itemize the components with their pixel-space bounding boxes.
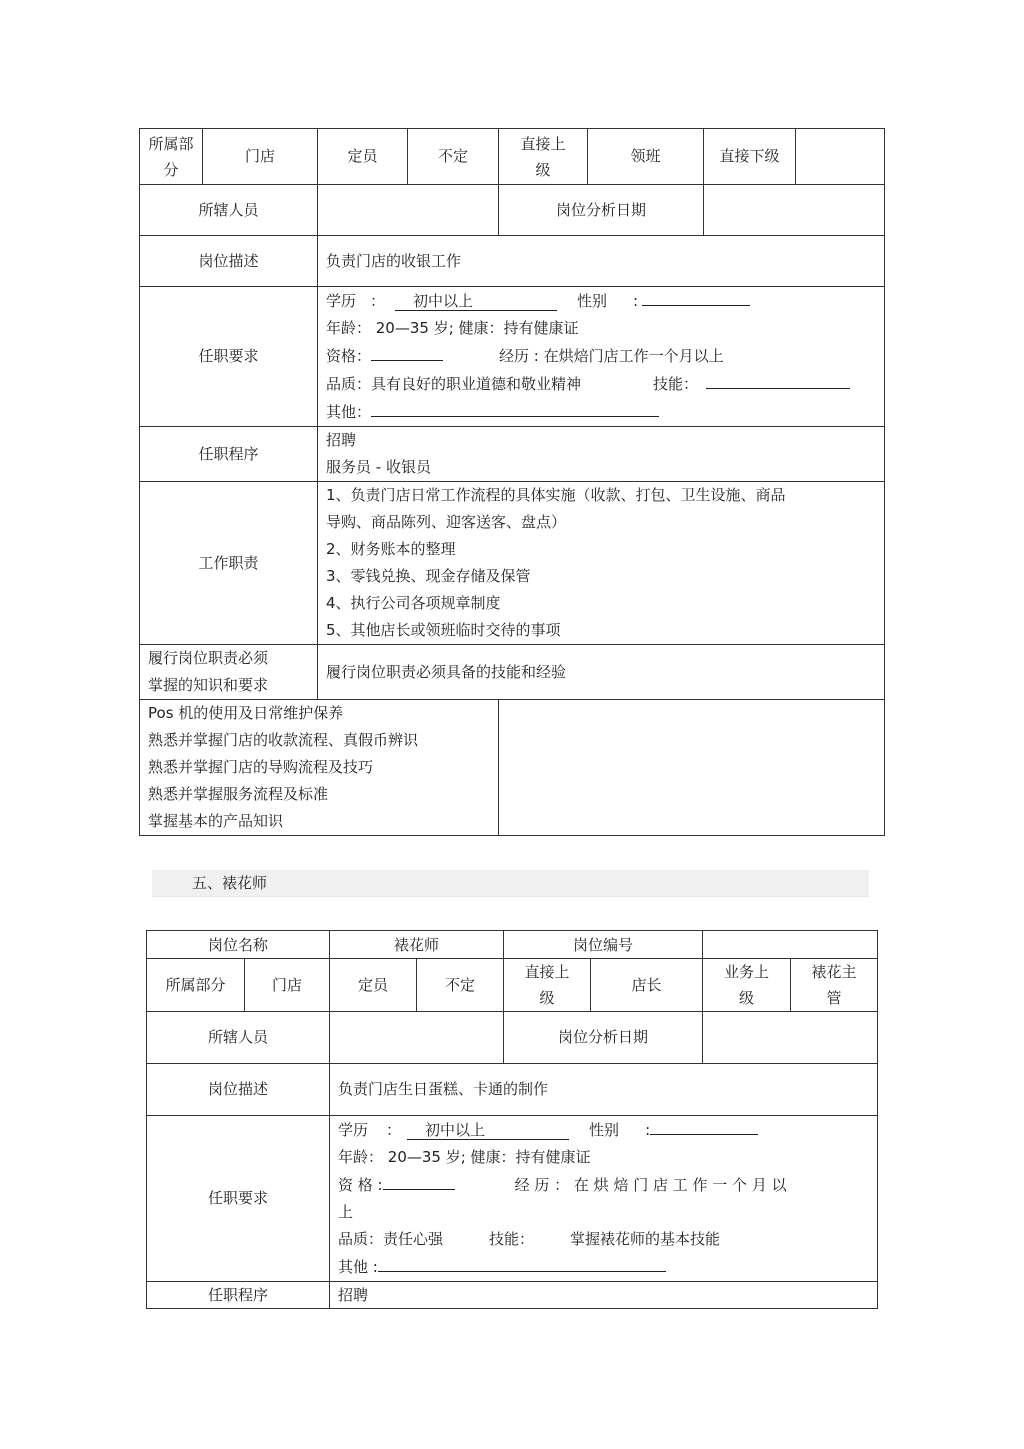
subordinate-value <box>796 129 885 185</box>
procedure-value: 招聘 服务员 - 收银员 <box>318 427 885 482</box>
duty-item: 2、财务账本的整理 <box>326 540 456 558</box>
analysis-date-label: 岗位分析日期 <box>504 1012 703 1064</box>
superior-label: 直接上级 <box>499 129 588 185</box>
dept-label: 所属部分 <box>147 959 245 1012</box>
dept-value: 门店 <box>203 129 318 185</box>
quality-line: 品质：责任心强 技能： 掌握裱花师的基本技能 <box>338 1230 721 1248</box>
superior-value: 店长 <box>591 959 703 1012</box>
subordinate-label: 直接下级 <box>704 129 796 185</box>
staff-label: 所辖人员 <box>147 1012 330 1064</box>
knowledge-list <box>140 700 499 836</box>
job-table-cashier <box>139 128 885 836</box>
dept-label: 所属部分 <box>140 129 203 185</box>
position-code-label: 岗位编号 <box>504 931 703 959</box>
position-code-value <box>703 931 878 959</box>
dept-value: 门店 <box>245 959 330 1012</box>
knowledge-extra <box>499 700 885 836</box>
qualification-line: 资格： 经历 : 在烘焙门店工作一个月以上 <box>326 342 876 370</box>
staff-value <box>318 185 499 236</box>
superior-label: 直接上级 <box>504 959 591 1012</box>
quota-value: 不定 <box>417 959 504 1012</box>
other-line: 其他 : <box>338 1253 869 1281</box>
job-table-decorator <box>146 930 878 1309</box>
quality-line: 品质：具有良好的职业道德和敬业精神 技能： <box>326 370 876 398</box>
duties-value <box>318 482 885 645</box>
section-title: 五、裱花师 <box>192 874 268 892</box>
edu-line: 学历 ： 初中以上 性别 : <box>326 287 876 315</box>
requirements-label: 任职要求 <box>147 1116 330 1282</box>
quota-value: 不定 <box>408 129 499 185</box>
description-label: 岗位描述 <box>147 1064 330 1116</box>
age-line: 年龄： 20—35 岁; 健康：持有健康证 <box>326 319 579 337</box>
description-label: 岗位描述 <box>140 236 318 287</box>
quota-label: 定员 <box>318 129 408 185</box>
requirements-value <box>318 287 885 427</box>
duties-label: 工作职责 <box>140 482 318 645</box>
superior-value: 领班 <box>588 129 704 185</box>
analysis-date-value <box>703 1012 878 1064</box>
biz-superior-value: 裱花主管 <box>791 959 878 1012</box>
quota-label: 定员 <box>330 959 417 1012</box>
procedure-label: 任职程序 <box>147 1282 330 1309</box>
knowledge-item: Pos 机的使用及日常维护保养 <box>148 704 344 722</box>
requirements-label: 任职要求 <box>140 287 318 427</box>
duty-item: 导购、商品陈列、迎客送客、盘点） <box>326 513 567 531</box>
duty-item: 5、其他店长或领班临时交待的事项 <box>326 621 561 639</box>
knowledge-item: 熟悉并掌握服务流程及标准 <box>148 785 329 803</box>
analysis-date-value <box>704 185 885 236</box>
knowledge-value: 履行岗位职责必须具备的技能和经验 <box>318 645 885 700</box>
knowledge-item: 熟悉并掌握门店的导购流程及技巧 <box>148 758 374 776</box>
experience-line-cont: 上 <box>338 1203 354 1221</box>
description-value: 负责门店的收银工作 <box>318 236 885 287</box>
knowledge-item: 熟悉并掌握门店的收款流程、真假币辨识 <box>148 731 419 749</box>
knowledge-label: 履行岗位职责必须 掌握的知识和要求 <box>140 645 318 700</box>
procedure-label: 任职程序 <box>140 427 318 482</box>
edu-line: 学历 ： 初中以上 性别 : <box>338 1116 869 1144</box>
duty-item: 3、零钱兑换、现金存储及保管 <box>326 567 531 585</box>
age-line: 年龄： 20—35 岁; 健康：持有健康证 <box>338 1148 591 1166</box>
duty-item: 4、执行公司各项规章制度 <box>326 594 501 612</box>
position-name-label: 岗位名称 <box>147 931 330 959</box>
staff-value <box>330 1012 504 1064</box>
duty-item: 1、负责门店日常工作流程的具体实施（收款、打包、卫生设施、商品 <box>326 486 786 504</box>
section-heading <box>152 870 869 897</box>
description-value: 负责门店生日蛋糕、卡通的制作 <box>330 1064 878 1116</box>
requirements-value <box>330 1116 878 1282</box>
other-line: 其他： <box>326 398 876 426</box>
staff-label: 所辖人员 <box>140 185 318 236</box>
position-name-value: 裱花师 <box>330 931 504 959</box>
biz-superior-label: 业务上级 <box>703 959 791 1012</box>
analysis-date-label: 岗位分析日期 <box>499 185 704 236</box>
knowledge-item: 掌握基本的产品知识 <box>148 812 284 830</box>
qualification-line: 资 格 : 经 历 ： 在 烘 焙 门 店 工 作 一 个 月 以 <box>338 1171 869 1199</box>
procedure-value: 招聘 <box>330 1282 878 1309</box>
